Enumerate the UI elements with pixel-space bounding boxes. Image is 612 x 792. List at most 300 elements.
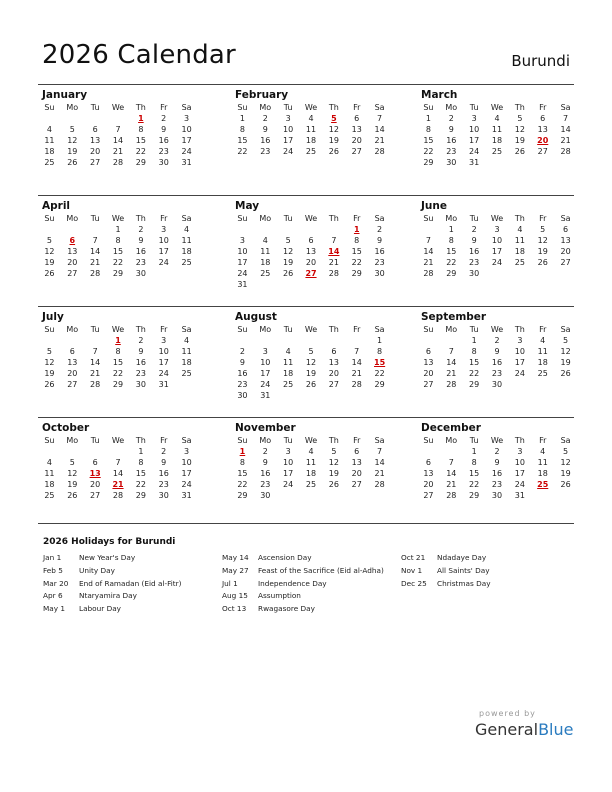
week-row	[38, 468, 198, 479]
day-cell: 9	[471, 236, 477, 245]
empty-day-cell	[322, 224, 345, 235]
week-row	[231, 346, 391, 357]
day-cell: 24	[283, 480, 294, 489]
empty-day-cell	[300, 490, 323, 501]
day-cell: 9	[494, 458, 500, 467]
empty-day-cell	[61, 446, 84, 457]
day-cell: 19	[537, 247, 548, 256]
holiday-day-cell: 1	[138, 114, 144, 123]
day-cell: 3	[494, 225, 500, 234]
day-cell: 30	[135, 269, 146, 278]
day-cell: 30	[469, 269, 480, 278]
day-cell: 9	[239, 358, 245, 367]
day-cell: 31	[237, 280, 248, 289]
holiday-date: Apr 6	[43, 591, 63, 601]
day-cell: 6	[563, 225, 569, 234]
weekday-label: Th	[514, 325, 525, 334]
day-cell: 14	[90, 247, 101, 256]
weekday-label: We	[490, 325, 504, 334]
day-cell: 2	[239, 347, 245, 356]
day-cell: 27	[328, 380, 339, 389]
day-cell: 13	[423, 358, 434, 367]
empty-day-cell	[440, 446, 463, 457]
holiday-item	[43, 578, 214, 591]
empty-day-cell	[61, 335, 84, 346]
day-cell: 7	[354, 347, 360, 356]
empty-day-cell	[300, 279, 323, 290]
day-cell: 25	[283, 380, 294, 389]
day-cell: 16	[469, 247, 480, 256]
month-october	[38, 418, 198, 501]
day-cell: 3	[262, 347, 268, 356]
holiday-item	[43, 603, 214, 616]
weekday-label: Mo	[259, 436, 272, 445]
day-cell: 28	[351, 380, 362, 389]
holiday-day-cell: 14	[328, 247, 340, 256]
weekday-label: Th	[135, 103, 146, 112]
empty-day-cell	[440, 335, 463, 346]
week-row	[38, 357, 198, 368]
month-name: November	[235, 422, 296, 434]
weekday-header	[38, 324, 198, 335]
day-cell: 29	[135, 491, 146, 500]
week-row	[417, 257, 577, 268]
day-cell: 28	[112, 491, 124, 500]
weekday-header	[231, 435, 391, 446]
day-cell: 6	[331, 347, 337, 356]
holiday-column	[43, 552, 214, 616]
weekday-label: Tu	[469, 214, 479, 223]
day-cell: 9	[161, 125, 167, 134]
day-cell: 14	[374, 125, 385, 134]
day-cell: 8	[425, 125, 431, 134]
weekday-label: Th	[514, 214, 525, 223]
day-cell: 17	[469, 136, 480, 145]
day-cell: 7	[448, 347, 454, 356]
weekday-label: We	[111, 436, 125, 445]
day-cell: 17	[260, 369, 271, 378]
day-cell: 12	[44, 247, 55, 256]
day-cell: 17	[514, 358, 525, 367]
week-row	[231, 235, 391, 246]
day-cell: 12	[44, 358, 55, 367]
holiday-item	[43, 590, 214, 603]
day-cell: 12	[305, 358, 317, 367]
day-cell: 23	[374, 258, 385, 267]
month-name: October	[42, 422, 90, 434]
day-cell: 2	[262, 114, 268, 123]
week-row	[417, 346, 577, 357]
empty-day-cell	[84, 335, 107, 346]
day-cell: 13	[537, 125, 548, 134]
empty-day-cell	[107, 446, 130, 457]
day-cell: 25	[44, 158, 55, 167]
week-row	[417, 157, 577, 168]
day-cell: 24	[181, 480, 192, 489]
holiday-date: Oct 21	[401, 553, 426, 562]
day-cell: 5	[46, 236, 52, 245]
day-cell: 6	[92, 458, 98, 467]
day-cell: 8	[377, 347, 383, 356]
week-row	[417, 113, 577, 124]
empty-day-cell	[417, 224, 440, 235]
holiday-name: Rwagasore Day	[258, 604, 315, 614]
day-cell: 29	[469, 491, 480, 500]
week-row	[231, 446, 391, 457]
holiday-date: May 14	[222, 553, 249, 562]
day-cell: 28	[90, 269, 101, 278]
day-cell: 28	[374, 147, 385, 156]
day-cell: 14	[446, 469, 457, 478]
month-february	[231, 85, 391, 157]
day-cell: 16	[260, 136, 271, 145]
holiday-name: Feast of the Sacrifice (Eid al-Adha)	[258, 565, 384, 575]
empty-day-cell	[254, 224, 277, 235]
week-row	[231, 335, 391, 346]
day-cell: 18	[283, 369, 294, 378]
day-cell: 9	[494, 347, 500, 356]
weekday-label: Su	[423, 214, 434, 223]
day-cell: 26	[328, 480, 339, 489]
day-cell: 3	[285, 114, 291, 123]
day-cell: 6	[308, 236, 314, 245]
day-cell: 3	[285, 447, 291, 456]
holiday-name: New Year's Day	[79, 553, 136, 562]
week-row	[38, 113, 198, 124]
day-cell: 21	[560, 136, 571, 145]
day-cell: 14	[351, 358, 362, 367]
holiday-date: May 27	[222, 565, 249, 575]
day-cell: 21	[328, 258, 339, 267]
day-cell: 8	[239, 125, 245, 134]
day-cell: 13	[423, 469, 434, 478]
day-cell: 9	[262, 125, 268, 134]
day-cell: 25	[305, 147, 317, 156]
empty-day-cell	[554, 490, 577, 501]
weekday-label: Sa	[374, 436, 385, 445]
empty-day-cell	[531, 268, 554, 279]
day-cell: 12	[560, 347, 571, 356]
holiday-date: Aug 15	[222, 591, 248, 601]
day-cell: 15	[351, 247, 362, 256]
day-cell: 24	[469, 147, 480, 156]
holiday-name: Ascension Day	[258, 553, 312, 562]
day-cell: 13	[560, 236, 571, 245]
holiday-date: Mar 20	[43, 578, 69, 588]
empty-day-cell	[38, 224, 61, 235]
day-cell: 24	[237, 269, 248, 278]
weekday-label: We	[490, 103, 504, 112]
day-cell: 17	[158, 358, 169, 367]
day-cell: 19	[305, 369, 317, 378]
day-cell: 15	[423, 136, 434, 145]
weekday-label: Th	[328, 436, 339, 445]
day-cell: 22	[446, 258, 457, 267]
weekday-label: Fr	[539, 325, 547, 334]
month-june	[417, 196, 577, 279]
day-cell: 21	[423, 258, 434, 267]
day-cell: 17	[237, 258, 248, 267]
weekday-label: Th	[135, 214, 146, 223]
day-cell: 2	[161, 114, 167, 123]
day-cell: 20	[423, 369, 434, 378]
week-row	[38, 146, 198, 157]
holiday-name: Unity Day	[79, 565, 115, 575]
day-cell: 27	[351, 147, 362, 156]
weekday-label: Tu	[90, 325, 100, 334]
month-name: March	[421, 89, 458, 101]
weekday-label: Su	[44, 325, 55, 334]
day-cell: 4	[494, 114, 500, 123]
day-cell: 21	[351, 369, 362, 378]
week-row	[231, 113, 391, 124]
day-cell: 20	[328, 369, 339, 378]
empty-day-cell	[231, 224, 254, 235]
week-row	[417, 479, 577, 490]
month-april	[38, 196, 198, 279]
empty-day-cell	[277, 490, 300, 501]
day-cell: 17	[283, 136, 294, 145]
day-cell: 18	[260, 258, 271, 267]
empty-day-cell	[231, 335, 254, 346]
day-cell: 4	[517, 225, 523, 234]
day-cell: 9	[138, 236, 144, 245]
weekday-label: Th	[328, 325, 339, 334]
week-row	[231, 357, 391, 368]
day-cell: 17	[491, 247, 503, 256]
day-cell: 10	[181, 458, 192, 467]
week-row	[38, 235, 198, 246]
empty-day-cell	[322, 335, 345, 346]
weekday-label: Su	[44, 214, 55, 223]
day-cell: 20	[351, 136, 362, 145]
day-cell: 19	[560, 358, 571, 367]
week-row	[38, 135, 198, 146]
day-cell: 25	[491, 147, 503, 156]
month-name: January	[42, 89, 88, 101]
holiday-date: Jan 1	[43, 553, 62, 562]
holiday-item	[401, 578, 577, 591]
week-row	[417, 224, 577, 235]
day-cell: 27	[351, 480, 362, 489]
day-cell: 4	[46, 458, 52, 467]
weekday-label: Sa	[181, 325, 192, 334]
day-cell: 29	[135, 158, 146, 167]
day-cell: 14	[446, 358, 457, 367]
weekday-label: Fr	[353, 214, 361, 223]
weekday-label: Tu	[90, 214, 100, 223]
weekday-label: Tu	[90, 436, 100, 445]
weekday-label: Tu	[90, 103, 100, 112]
empty-day-cell	[107, 113, 130, 124]
day-cell: 24	[260, 380, 271, 389]
day-cell: 16	[135, 358, 146, 367]
weekday-label: We	[111, 103, 125, 112]
day-cell: 11	[260, 247, 271, 256]
empty-day-cell	[531, 490, 554, 501]
day-cell: 11	[514, 236, 525, 245]
week-row	[417, 235, 577, 246]
day-cell: 25	[181, 258, 192, 267]
day-cell: 22	[112, 258, 124, 267]
day-cell: 8	[115, 347, 121, 356]
day-cell: 8	[471, 347, 477, 356]
weekday-label: Fr	[160, 325, 168, 334]
day-cell: 1	[425, 114, 431, 123]
day-cell: 31	[469, 158, 480, 167]
day-cell: 26	[560, 480, 571, 489]
holiday-item	[43, 565, 214, 578]
quarter-row	[38, 195, 574, 306]
day-cell: 2	[494, 447, 500, 456]
day-cell: 20	[90, 147, 101, 156]
day-cell: 26	[44, 380, 55, 389]
page-title: 2026 Calendar	[42, 40, 236, 70]
weekday-label: Mo	[259, 325, 272, 334]
weekday-label: Mo	[66, 436, 79, 445]
weekday-label: Fr	[539, 103, 547, 112]
day-cell: 19	[328, 469, 339, 478]
day-cell: 10	[514, 458, 525, 467]
month-name: August	[235, 311, 277, 323]
week-row	[231, 457, 391, 468]
day-cell: 27	[537, 147, 548, 156]
week-row	[231, 257, 391, 268]
holiday-item	[222, 552, 428, 565]
week-row	[231, 135, 391, 146]
day-cell: 21	[112, 147, 124, 156]
day-cell: 15	[237, 469, 248, 478]
day-cell: 3	[161, 225, 167, 234]
empty-day-cell	[277, 224, 300, 235]
day-cell: 30	[237, 391, 248, 400]
day-cell: 10	[237, 247, 248, 256]
weekday-header	[231, 213, 391, 224]
week-row	[231, 479, 391, 490]
day-cell: 19	[67, 147, 78, 156]
weekday-header	[38, 213, 198, 224]
day-cell: 3	[471, 114, 477, 123]
holiday-name: Independence Day	[258, 578, 327, 588]
day-cell: 5	[69, 125, 75, 134]
day-cell: 29	[237, 491, 248, 500]
weekday-label: Mo	[445, 214, 458, 223]
empty-day-cell	[254, 279, 277, 290]
day-cell: 5	[46, 347, 52, 356]
empty-day-cell	[368, 490, 391, 501]
day-cell: 20	[305, 258, 317, 267]
day-cell: 23	[446, 147, 457, 156]
holiday-day-cell: 21	[112, 480, 124, 489]
day-cell: 23	[158, 147, 169, 156]
empty-day-cell	[417, 335, 440, 346]
day-cell: 9	[138, 347, 144, 356]
day-cell: 27	[560, 258, 571, 267]
day-cell: 18	[305, 136, 317, 145]
weekday-label: Tu	[283, 325, 293, 334]
day-cell: 10	[260, 358, 271, 367]
weekday-label: Sa	[374, 214, 385, 223]
weekday-label: Su	[237, 436, 248, 445]
day-cell: 19	[514, 136, 525, 145]
day-cell: 15	[135, 469, 146, 478]
empty-day-cell	[345, 390, 368, 401]
day-cell: 30	[446, 158, 457, 167]
day-cell: 12	[67, 136, 78, 145]
day-cell: 2	[494, 336, 500, 345]
weekday-header	[417, 435, 577, 446]
holiday-item	[43, 552, 214, 565]
week-row	[38, 490, 198, 501]
day-cell: 11	[537, 458, 548, 467]
day-cell: 8	[471, 458, 477, 467]
weekday-label: We	[304, 436, 318, 445]
month-name: September	[421, 311, 487, 323]
day-cell: 28	[446, 491, 457, 500]
day-cell: 15	[112, 247, 124, 256]
day-cell: 30	[491, 491, 503, 500]
day-cell: 24	[491, 258, 503, 267]
weekday-label: We	[111, 325, 125, 334]
holiday-day-cell: 1	[239, 447, 246, 456]
weekday-label: Mo	[445, 325, 458, 334]
day-cell: 3	[161, 336, 167, 345]
day-cell: 7	[448, 458, 454, 467]
divider	[38, 523, 574, 524]
day-cell: 26	[537, 258, 548, 267]
day-cell: 21	[374, 469, 385, 478]
day-cell: 11	[305, 458, 317, 467]
holiday-day-cell: 6	[69, 236, 76, 245]
day-cell: 8	[138, 125, 144, 134]
day-cell: 5	[563, 336, 569, 345]
weekday-label: Mo	[66, 214, 79, 223]
brand-logo[interactable]	[475, 720, 573, 739]
day-cell: 23	[469, 258, 480, 267]
day-cell: 2	[377, 225, 383, 234]
weekday-label: Tu	[469, 436, 479, 445]
week-row	[38, 335, 198, 346]
empty-day-cell	[175, 379, 198, 390]
day-cell: 26	[44, 269, 55, 278]
day-cell: 24	[181, 147, 192, 156]
day-cell: 18	[305, 469, 317, 478]
day-cell: 19	[328, 136, 339, 145]
holiday-item	[222, 565, 428, 578]
day-cell: 11	[44, 469, 55, 478]
day-cell: 7	[563, 114, 569, 123]
day-cell: 16	[491, 469, 503, 478]
weekday-label: Su	[237, 214, 248, 223]
weekday-label: Fr	[539, 214, 547, 223]
day-cell: 19	[560, 469, 571, 478]
day-cell: 16	[491, 358, 503, 367]
day-cell: 30	[158, 158, 169, 167]
day-cell: 13	[351, 125, 362, 134]
week-row	[417, 135, 577, 146]
day-cell: 24	[158, 369, 169, 378]
day-cell: 18	[491, 136, 503, 145]
empty-day-cell	[61, 113, 84, 124]
day-cell: 18	[514, 247, 525, 256]
day-cell: 10	[491, 236, 503, 245]
day-cell: 20	[90, 480, 101, 489]
day-cell: 11	[44, 136, 55, 145]
day-cell: 28	[560, 147, 571, 156]
day-cell: 4	[262, 236, 268, 245]
weekday-label: We	[490, 436, 504, 445]
weekday-label: Sa	[374, 103, 385, 112]
